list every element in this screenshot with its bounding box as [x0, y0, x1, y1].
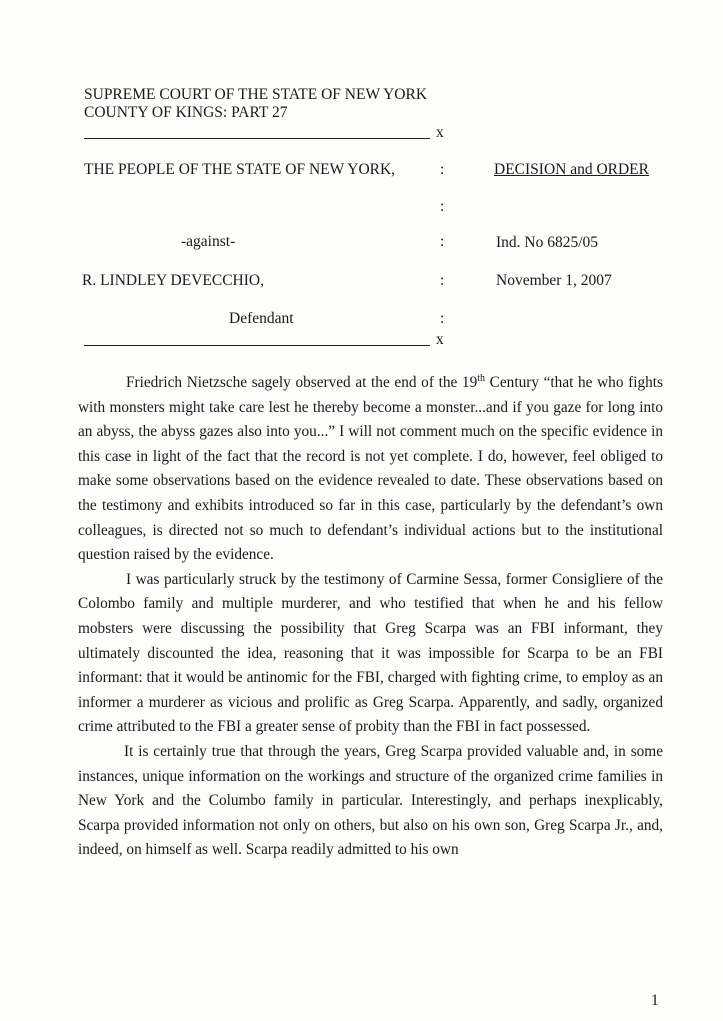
document-title: DECISION and ORDER: [494, 161, 649, 178]
caption-bottom-x: x: [436, 331, 444, 348]
caption-top-rule: [84, 138, 430, 139]
caption-top-x: x: [436, 124, 444, 141]
caption-colon-5: :: [440, 310, 445, 327]
court-county-part: COUNTY OF KINGS: PART 27: [84, 104, 288, 121]
decision-body: [78, 371, 663, 863]
caption-colon-1: :: [440, 161, 445, 178]
caption-colon-2: :: [440, 198, 445, 215]
caption-colon-3: :: [440, 233, 445, 250]
court-name: SUPREME COURT OF THE STATE OF NEW YORK: [84, 86, 428, 103]
caption-bottom-rule: [84, 345, 430, 346]
page-number: 1: [651, 992, 659, 1009]
paragraph-3: It is certainly true that through the years, Greg Scarpa provided valuable and, in some instances, unique information on the workings and structure of the organized crime families in New York and the Columbo family in particular. Interestingly, and perhaps inexplicably, Scarpa provided information not only on others, but also on his own son, Greg Scarpa Jr., and, indeed, on himself as well. Scarpa readily admitted to his own: [78, 742, 663, 859]
paragraph-2: I was particularly struck by the testimony of Carmine Sessa, former Consigliere of the Colombo family and multiple murderer, and who testified that when he and his fellow mobsters were discussing the possibility that Greg Scarpa was an FBI informant, they ultimately discounted the idea, reasoning that it was impossible for Scarpa to be an FBI informant: that it would be antinomic for the FBI, charged with fighting crime, to employ as an informer a murderer as vicious and prolific as Greg Scarpa. Apparently, and sadly, organized crime attributed to the FBI a greater sense of probity than the FBI in fact possessed.: [78, 570, 663, 736]
indictment-number: Ind. No 6825/05: [496, 234, 599, 251]
defendant-label: Defendant: [229, 310, 294, 327]
paragraph-1: Friedrich Nietzsche sagely observed at the end of the 19th Century “that he who fights with monsters might take care lest he thereby become a monster...and if you gaze for long into an abyss, the abyss gazes also into you...” I will not comment much on the specific evidence in this case in light of the fact that the record is not yet complete. I do, however, feel obliged to make some observations based on the evidence revealed to date. These observations based on the testimony and exhibits introduced so far in this case, particularly by the defendant’s own colleagues, is directed not so much to defendant’s individual actions but to the institutional question raised by the evidence.: [78, 373, 663, 564]
decision-date: November 1, 2007: [496, 272, 612, 289]
against-label: -against-: [181, 233, 236, 250]
plaintiff-name: THE PEOPLE OF THE STATE OF NEW YORK,: [84, 161, 396, 178]
defendant-name: R. LINDLEY DEVECCHIO,: [82, 272, 264, 289]
caption-colon-4: :: [440, 272, 445, 289]
